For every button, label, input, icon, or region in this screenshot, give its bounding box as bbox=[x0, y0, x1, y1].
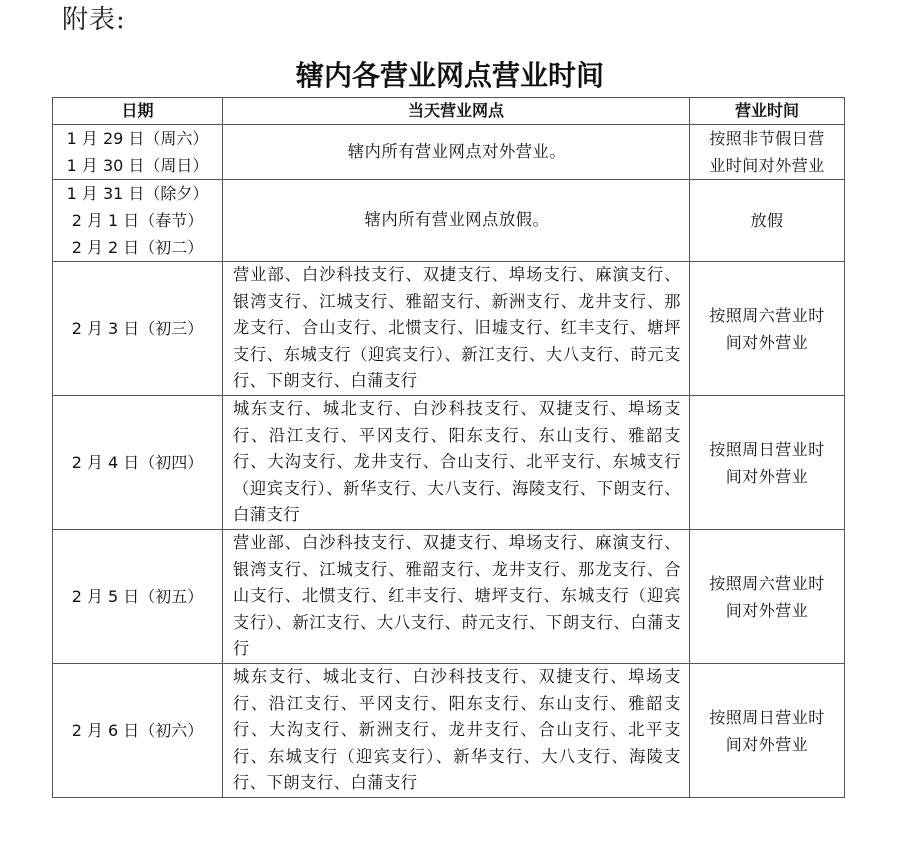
date-line: 1 月 29 日（周六） bbox=[66, 129, 209, 148]
hours-cell bbox=[690, 125, 845, 180]
hours-text: 按照周日营业时间对外营业 bbox=[709, 707, 825, 754]
hours-cell bbox=[690, 180, 845, 262]
date-line: 2 月 5 日（初五） bbox=[71, 587, 204, 606]
date-cell bbox=[53, 180, 223, 262]
date-line: 2 月 1 日（春节） bbox=[71, 211, 204, 230]
hours-text: 按照周六营业时间对外营业 bbox=[709, 573, 825, 620]
date-line: 2 月 3 日（初三） bbox=[71, 319, 204, 338]
date-cell bbox=[53, 664, 223, 798]
hours-cell bbox=[690, 396, 845, 530]
table-row bbox=[53, 262, 845, 396]
branches-cell: 城东支行、城北支行、白沙科技支行、双捷支行、埠场支行、沿江支行、平冈支行、阳东支行、东山支行、雅韶支行、大沟支行、龙井支行、合山支行、北平支行、东城支行（迎宾支行）、新华支行、大八支行、海陵支行、下朗支行、白蒲支行 bbox=[223, 396, 690, 530]
header-hours: 营业时间 bbox=[690, 98, 845, 125]
date-line: 2 月 2 日（初二） bbox=[71, 238, 204, 257]
header-branches: 当天营业网点 bbox=[223, 98, 690, 125]
branches-cell: 辖内所有营业网点放假。 bbox=[223, 180, 690, 262]
date-line: 2 月 4 日（初四） bbox=[71, 453, 204, 472]
hours-cell bbox=[690, 262, 845, 396]
hours-text: 放假 bbox=[750, 211, 784, 230]
header-date: 日期 bbox=[53, 98, 223, 125]
document-title: 辖内各营业网点营业时间 bbox=[295, 59, 604, 92]
table-row bbox=[53, 396, 845, 530]
table-row bbox=[53, 180, 845, 262]
branches-cell: 城东支行、城北支行、白沙科技支行、双捷支行、埠场支行、沿江支行、平冈支行、阳东支行、东山支行、雅韶支行、大沟支行、新洲支行、龙井支行、合山支行、北平支行、东城支行（迎宾支行）、新华支行、大八支行、海陵支行、下朗支行、白蒲支行 bbox=[223, 664, 690, 798]
date-cell bbox=[53, 530, 223, 664]
branches-cell: 辖内所有营业网点对外营业。 bbox=[223, 125, 690, 180]
attachment-label: 附表: bbox=[62, 5, 126, 35]
table-row bbox=[53, 530, 845, 664]
date-cell bbox=[53, 125, 223, 180]
table-row bbox=[53, 125, 845, 180]
date-cell bbox=[53, 396, 223, 530]
hours-text: 按照周日营业时间对外营业 bbox=[709, 439, 825, 486]
branches-cell: 营业部、白沙科技支行、双捷支行、埠场支行、麻演支行、银湾支行、江城支行、雅韶支行、龙井支行、那龙支行、合山支行、北惯支行、红丰支行、塘坪支行、东城支行（迎宾支行）、新江支行、大八支行、莳元支行、下朗支行、白蒲支行 bbox=[223, 530, 690, 664]
date-line: 1 月 31 日（除夕） bbox=[66, 184, 209, 203]
branches-cell: 营业部、白沙科技支行、双捷支行、埠场支行、麻演支行、银湾支行、江城支行、雅韶支行、新洲支行、龙井支行、那龙支行、合山支行、北惯支行、旧墟支行、红丰支行、塘坪支行、东城支行（迎宾支行）、新江支行、大八支行、莳元支行、下朗支行、白蒲支行 bbox=[223, 262, 690, 396]
date-line: 2 月 6 日（初六） bbox=[71, 721, 204, 740]
hours-cell bbox=[690, 664, 845, 798]
hours-cell bbox=[690, 530, 845, 664]
hours-text: 按照非节假日营业时间对外营业 bbox=[709, 129, 825, 175]
date-line: 1 月 30 日（周日） bbox=[66, 156, 209, 175]
table-row bbox=[53, 664, 845, 798]
hours-text: 按照周六营业时间对外营业 bbox=[709, 305, 825, 352]
table-header-row bbox=[53, 98, 845, 125]
date-cell bbox=[53, 262, 223, 396]
business-hours-table bbox=[52, 97, 845, 798]
